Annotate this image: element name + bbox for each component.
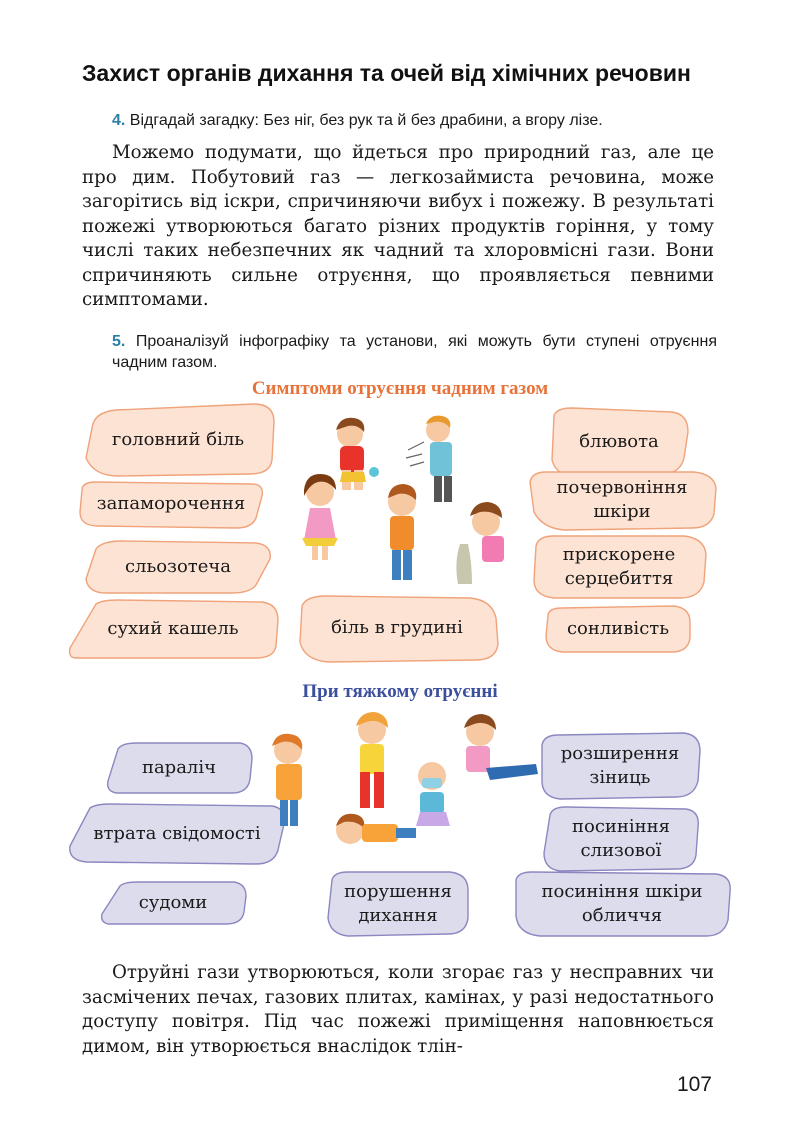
sick-children-illustration	[288, 412, 528, 590]
severe-pupil-dilation: розширення зіниць	[536, 731, 704, 801]
page-number: 107	[676, 1073, 712, 1096]
symptom-headache: головний біль	[78, 402, 278, 478]
severe-breathing-disorder: порушення дихання	[324, 870, 472, 938]
section-heading: Захист органів дихання та очей від хімічних речовин	[82, 60, 691, 86]
paragraph-text: Отруйні гази утворюються, коли згорає газ у несправних чи засмічених печах, газових плитах, камінах, у разі недостатнього доступу повітря. Під час пожежі приміщення наповнюється димом, він утворюється внаслідок тлін-	[82, 962, 714, 1057]
severe-loss-of-consciousness: втрата свідомості	[66, 802, 288, 866]
boy-stomach-ache-icon	[272, 734, 302, 826]
fainting-girl-icon	[464, 714, 538, 780]
severe-mucosa-cyanosis: посиніння слизової	[540, 805, 702, 873]
paragraph-text: Можемо подумати, що йдеться про природний газ, але це про дим. Побутовий газ — легкозаймиста речовина, може загорітись від іскри, спричиняючи вибух і пожежу. В результаті пожежі утворюються багато різних продуктів горіння, у тому числі таких небезпечних як чадний та хлоровмісні гази. Вони спричиняють сильне отруєння, що проявляється певними симптомами.	[82, 142, 714, 310]
symptom-vomiting: блювота	[546, 406, 692, 478]
severe-convulsions: судоми	[98, 880, 248, 926]
lying-boy-icon	[336, 814, 416, 844]
symptom-dry-cough: сухий кашель	[66, 598, 280, 660]
severely-poisoned-children-illustration	[260, 710, 550, 860]
symptom-dizziness: запаморочення	[76, 478, 266, 530]
boy-chest-pain-icon	[388, 484, 416, 580]
dizzy-girl-icon	[302, 474, 338, 560]
task-text: Проаналізуй інфографіку та установи, які можуть бути ступені отруєння чадним газом.	[112, 333, 718, 371]
severe-paralysis: параліч	[104, 741, 254, 795]
task-text: Відгадай загадку: Без ніг, без рук та й без драбини, а вгору лізе.	[129, 112, 603, 129]
paragraph-1	[82, 141, 714, 313]
paragraph-2	[82, 961, 714, 1059]
vomiting-girl-icon	[456, 502, 504, 584]
task-number: 4.	[112, 112, 126, 129]
symptom-drowsiness: сонливість	[542, 604, 694, 654]
severe-face-skin-cyanosis: посиніння шкіри обличчя	[510, 870, 734, 938]
task-number: 5.	[112, 333, 126, 350]
task-5	[112, 331, 717, 373]
girl-mask-icon	[416, 762, 450, 826]
symptom-chest-pain: біль в грудині	[292, 592, 502, 664]
symptom-skin-redness: почервоніння шкіри	[524, 468, 720, 532]
task-4	[112, 110, 722, 131]
symptom-rapid-heartbeat: прискорене серцебиття	[528, 532, 710, 602]
symptom-tearing: сльозотеча	[82, 539, 274, 595]
crying-child-icon	[336, 418, 379, 490]
severe-title: При тяжкому отруєнні	[302, 681, 498, 702]
crying-girl-icon	[356, 712, 388, 808]
symptoms-title: Симптоми отруєння чадним газом	[251, 378, 549, 399]
